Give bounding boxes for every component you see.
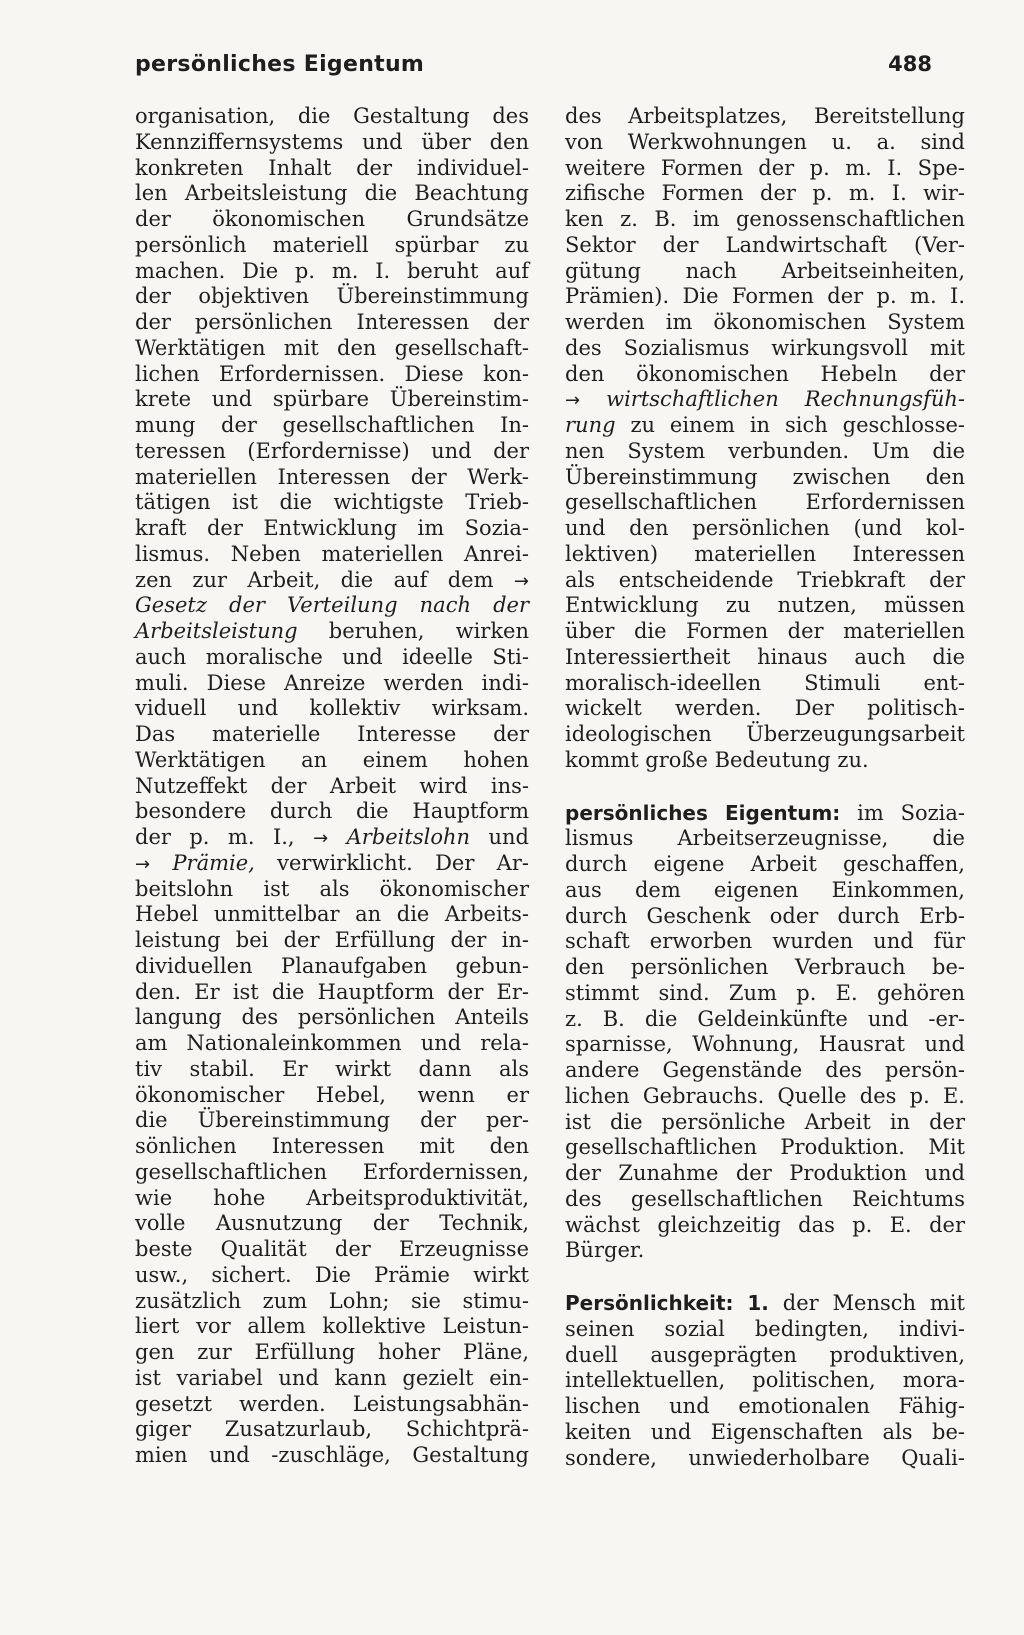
text-line: lichen Gebrauchs. Quelle des p. E. <box>565 1083 965 1108</box>
text-line: moralisch-ideellen Stimuli ent- <box>565 670 965 695</box>
text-line: des Sozialismus wirkungsvoll mit <box>565 335 965 360</box>
cross-reference-link[interactable]: Arbeitsleistung <box>135 619 298 643</box>
text-line: konkreten Inhalt der individuel- <box>135 155 529 180</box>
text-line: des Arbeitsplatzes, Bereitstellung <box>565 104 965 128</box>
text-line: lischen und emotionalen Fähig- <box>565 1394 965 1418</box>
text-line: besondere durch die Hauptform <box>135 799 529 824</box>
text-line: über die Formen der materiellen <box>565 619 965 643</box>
cross-reference-arrow-icon: → <box>565 390 581 412</box>
text-line: Entwicklung zu nutzen, müssen <box>565 593 965 618</box>
text-line: lismus Arbeitserzeugnisse, die <box>565 826 965 851</box>
text-line: wie hohe Arbeitsproduktivität, <box>135 1185 529 1210</box>
text-line <box>135 568 529 594</box>
text-line: andere Gegenstände des persön- <box>565 1058 965 1082</box>
text-line: den ökonomischen Hebeln der <box>565 361 965 386</box>
entry-separator <box>565 774 965 801</box>
text-line: viduell und kollektiv wirksam. <box>135 696 529 721</box>
cross-reference-arrow-icon: → <box>313 828 329 849</box>
text-line: beitslohn ist als ökonomischer <box>135 876 529 901</box>
text-line: seinen sozial bedingten, indivi- <box>565 1316 965 1341</box>
text-line: wickelt werden. Der politisch- <box>565 696 965 721</box>
text-line: len Arbeitsleistung die Beachtung <box>135 181 529 206</box>
entry-first-line <box>565 1291 965 1317</box>
cross-reference-link[interactable]: Arbeitslohn <box>346 825 471 849</box>
text-line: auch moralische und ideelle Sti- <box>135 644 529 669</box>
text-run: im Sozia- <box>857 800 966 825</box>
text-run: verwirklicht. Der Ar- <box>277 850 529 875</box>
left-column <box>135 104 529 1469</box>
text-line: Sektor der Landwirtschaft (Ver- <box>565 232 965 257</box>
text-line: der ökonomischen Grundsätze <box>135 207 529 231</box>
text-line: als entscheidende Triebkraft der <box>565 567 965 592</box>
text-line: organisation, die Gestaltung des <box>135 104 529 128</box>
text-line: gen zur Erfüllung hoher Pläne, <box>135 1340 529 1364</box>
cross-reference-link[interactable]: rung <box>565 413 616 437</box>
text-line: Interessiertheit hinaus auch die <box>565 644 965 669</box>
text-run: zen zur Arbeit, die auf dem <box>135 567 494 592</box>
text-line: aus dem eigenen Einkommen, <box>565 877 965 902</box>
text-line: Werktätigen mit den gesellschaft- <box>135 335 529 360</box>
text-line: ist variabel und kann gezielt ein- <box>135 1365 529 1390</box>
text-line: Hebel unmittelbar an die Arbeits- <box>135 902 529 927</box>
cross-reference-arrow-icon: → <box>135 853 151 875</box>
text-line: stimmt sind. Zum p. E. gehören <box>565 980 965 1005</box>
text-run: beruhen, wirken <box>328 619 529 643</box>
text-line: gesellschaftlichen Erfordernissen, <box>135 1159 529 1184</box>
text-line: materiellen Interessen der Werk- <box>135 464 529 489</box>
text-line: mien und -zuschläge, Gestaltung <box>135 1443 529 1467</box>
running-head: persönliches Eigentum <box>135 52 425 77</box>
text-line: leistung bei der Erfüllung der in- <box>135 928 529 952</box>
text-line: ökonomischer Hebel, wenn er <box>135 1082 529 1107</box>
text-line: usw., sichert. Die Prämie wirkt <box>135 1262 529 1287</box>
text-line: ist die persönliche Arbeit in der <box>565 1109 965 1134</box>
text-line: langung des persönlichen Anteils <box>135 1005 529 1030</box>
text-line: intellektuellen, politischen, mora- <box>565 1368 965 1393</box>
text-line: kommt große Bedeutung zu. <box>565 747 869 772</box>
text-line: wächst gleichzeitig das p. E. der <box>565 1212 965 1237</box>
text-line: sönlichen Interessen mit den <box>135 1134 529 1158</box>
text-line <box>135 619 529 645</box>
entry-keyword: Persönlichkeit: <box>565 1291 734 1315</box>
text-line: Kennziffernsystems und über den <box>135 129 529 154</box>
cross-reference-link[interactable]: Prämie, <box>172 850 255 875</box>
cross-reference-link[interactable]: Gesetz der Verteilung nach der <box>135 593 529 618</box>
text-line: giger Zusatzurlaub, Schichtprä- <box>135 1417 529 1442</box>
text-line: keiten und Eigenschaften als be- <box>565 1419 965 1444</box>
cross-reference-link[interactable]: wirtschaftlichen Rechnungsfüh- <box>606 387 965 412</box>
text-line: durch Geschenk oder durch Erb- <box>565 903 965 928</box>
text-line: lismus. Neben materiellen Anrei- <box>135 541 529 566</box>
text-line: und den persönlichen (und kol- <box>565 516 965 540</box>
text-line: gesellschaftlichen Erfordernissen <box>565 490 965 515</box>
text-line: gesellschaftlichen Produktion. Mit <box>565 1135 965 1160</box>
text-line: Übereinstimmung zwischen den <box>565 464 965 489</box>
entry-separator <box>565 1264 965 1291</box>
text-line <box>135 825 529 851</box>
text-run: der Mensch mit <box>782 1291 965 1315</box>
text-line: den persönlichen Verbrauch be- <box>565 955 965 979</box>
text-line: nen System verbunden. Um die <box>565 438 965 463</box>
text-line: den. Er ist die Hauptform der Er- <box>135 979 529 1004</box>
text-line <box>565 387 965 413</box>
text-line: der Zunahme der Produktion und <box>565 1161 965 1185</box>
text-line <box>565 413 965 439</box>
text-line: zifische Formen der p. m. I. wir- <box>565 181 965 206</box>
text-line: von Werkwohnungen u. a. sind <box>565 129 965 154</box>
entry-keyword: persönliches Eigentum: <box>565 800 841 825</box>
text-line: der objektiven Übereinstimmung <box>135 284 529 309</box>
text-line: lichen Erfordernissen. Diese kon- <box>135 361 529 386</box>
text-line: durch eigene Arbeit geschaffen, <box>565 852 965 876</box>
text-line: werden im ökonomischen System <box>565 310 965 334</box>
page-header <box>135 52 932 84</box>
text-line <box>135 851 529 877</box>
text-line: gütung nach Arbeitseinheiten, <box>565 258 965 283</box>
text-line: beste Qualität der Erzeugnisse <box>135 1237 529 1261</box>
sense-number: 1. <box>747 1291 769 1315</box>
text-line: ken z. B. im genossenschaftlichen <box>565 207 965 231</box>
right-column <box>565 104 965 1471</box>
text-line: muli. Diese Anreize werden indi- <box>135 670 529 695</box>
text-line: mung der gesellschaftlichen In- <box>135 413 529 437</box>
text-line: Prämien). Die Formen der p. m. I. <box>565 284 965 309</box>
text-line: volle Ausnutzung der Technik, <box>135 1211 529 1236</box>
text-line: liert vor allem kollektive Leistun- <box>135 1314 529 1339</box>
text-line: ideologischen Überzeugungsarbeit <box>565 722 965 746</box>
text-line: lektiven) materiellen Interessen <box>565 541 965 566</box>
text-line: Werktätigen an einem hohen <box>135 747 529 772</box>
entry-first-line <box>565 801 965 827</box>
text-line: weitere Formen der p. m. I. Spe- <box>565 155 965 180</box>
text-line: teressen (Erfordernisse) und der <box>135 438 529 463</box>
text-run: zu einem in sich geschlosse- <box>630 413 965 437</box>
page-number: 488 <box>888 52 932 76</box>
text-line: persönlich materiell spürbar zu <box>135 232 529 257</box>
text-line: Das materielle Interesse der <box>135 722 529 746</box>
text-line: tiv stabil. Er wirkt dann als <box>135 1056 529 1081</box>
text-line: duell ausgeprägten produktiven, <box>565 1342 965 1367</box>
text-line: die Übereinstimmung der per- <box>135 1108 529 1133</box>
text-line: Bürger. <box>565 1238 645 1263</box>
text-line: am Nationaleinkommen und rela- <box>135 1031 529 1055</box>
text-line: der persönlichen Interessen der <box>135 310 529 334</box>
text-line: machen. Die p. m. I. beruht auf <box>135 258 529 283</box>
text-line: des gesellschaftlichen Reichtums <box>565 1186 965 1211</box>
text-line: dividuellen Planaufgaben gebun- <box>135 953 529 978</box>
text-run: der p. m. I., <box>135 825 295 849</box>
text-line: krete und spürbare Übereinstim- <box>135 387 529 412</box>
cross-reference-arrow-icon: → <box>513 570 529 592</box>
text-line: sondere, unwiederholbare Quali- <box>565 1445 965 1470</box>
text-line: sparnisse, Wohnung, Hausrat und <box>565 1032 965 1057</box>
text-run: und <box>488 825 529 849</box>
text-line: gesetzt werden. Leistungsabhän- <box>135 1391 529 1416</box>
text-line: z. B. die Geldeinkünfte und -er- <box>565 1006 965 1031</box>
text-line: Nutzeffekt der Arbeit wird ins- <box>135 773 529 798</box>
text-line: zusätzlich zum Lohn; sie stimu- <box>135 1288 529 1313</box>
text-line: schaft erworben wurden und für <box>565 929 965 954</box>
text-line: kraft der Entwicklung im Sozia- <box>135 516 529 540</box>
text-line: tätigen ist die wichtigste Trieb- <box>135 490 529 515</box>
